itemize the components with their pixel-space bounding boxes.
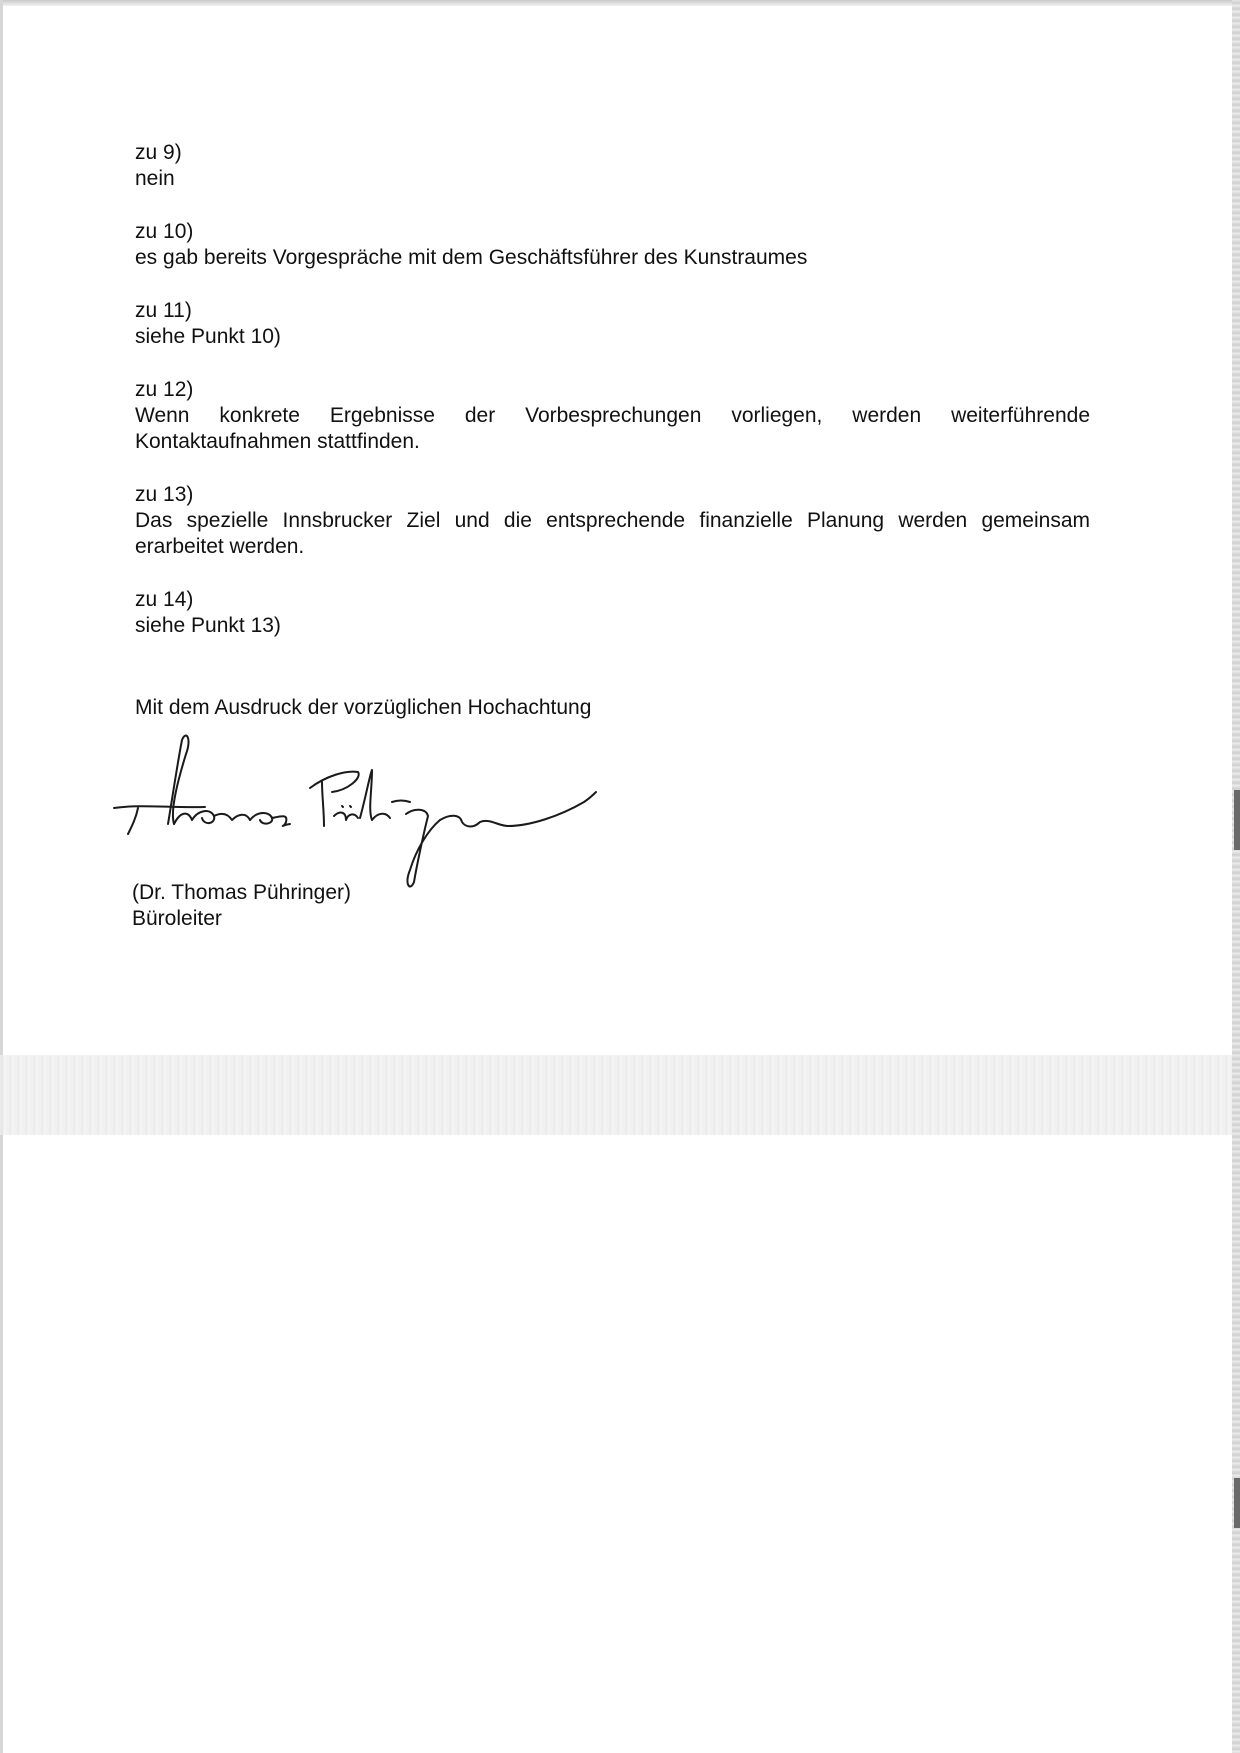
closing-phrase: Mit dem Ausdruck der vorzüglichen Hochachtung — [135, 696, 592, 719]
answers-section — [135, 140, 1090, 639]
scan-edge-left — [0, 0, 3, 1753]
answer-text: siehe Punkt 13) — [135, 614, 281, 637]
answer-text: nein — [135, 167, 175, 190]
answer-heading: zu 13) — [135, 483, 194, 506]
signer-name: (Dr. Thomas Pühringer) — [132, 881, 352, 904]
answer-heading: zu 11) — [135, 299, 192, 322]
scan-mark — [1234, 1478, 1240, 1528]
answer-text: siehe Punkt 10) — [135, 325, 281, 348]
answer-heading: zu 10) — [135, 220, 194, 243]
signer-title: Büroleiter — [132, 907, 222, 930]
scan-mark — [1234, 790, 1240, 850]
answer-heading: zu 12) — [135, 378, 194, 401]
scan-edge-top — [0, 0, 1240, 6]
answer-text: Das spezielle Innsbrucker Ziel und die entsprechende finanzielle Planung werden gemeinsam erarbeitet werden. — [135, 509, 1090, 558]
answer-heading: zu 14) — [135, 588, 194, 611]
scan-fold-band — [0, 1055, 1232, 1135]
answer-heading: zu 9) — [135, 141, 182, 164]
answer-text: Wenn konkrete Ergebnisse der Vorbesprechungen vorliegen, werden weiterführende Kontaktaufnahmen stattfinden. — [135, 404, 1090, 453]
handwritten-signature — [110, 730, 630, 890]
answer-text: es gab bereits Vorgespräche mit dem Geschäftsführer des Kunstraumes — [135, 246, 808, 269]
signer-block — [132, 880, 351, 932]
